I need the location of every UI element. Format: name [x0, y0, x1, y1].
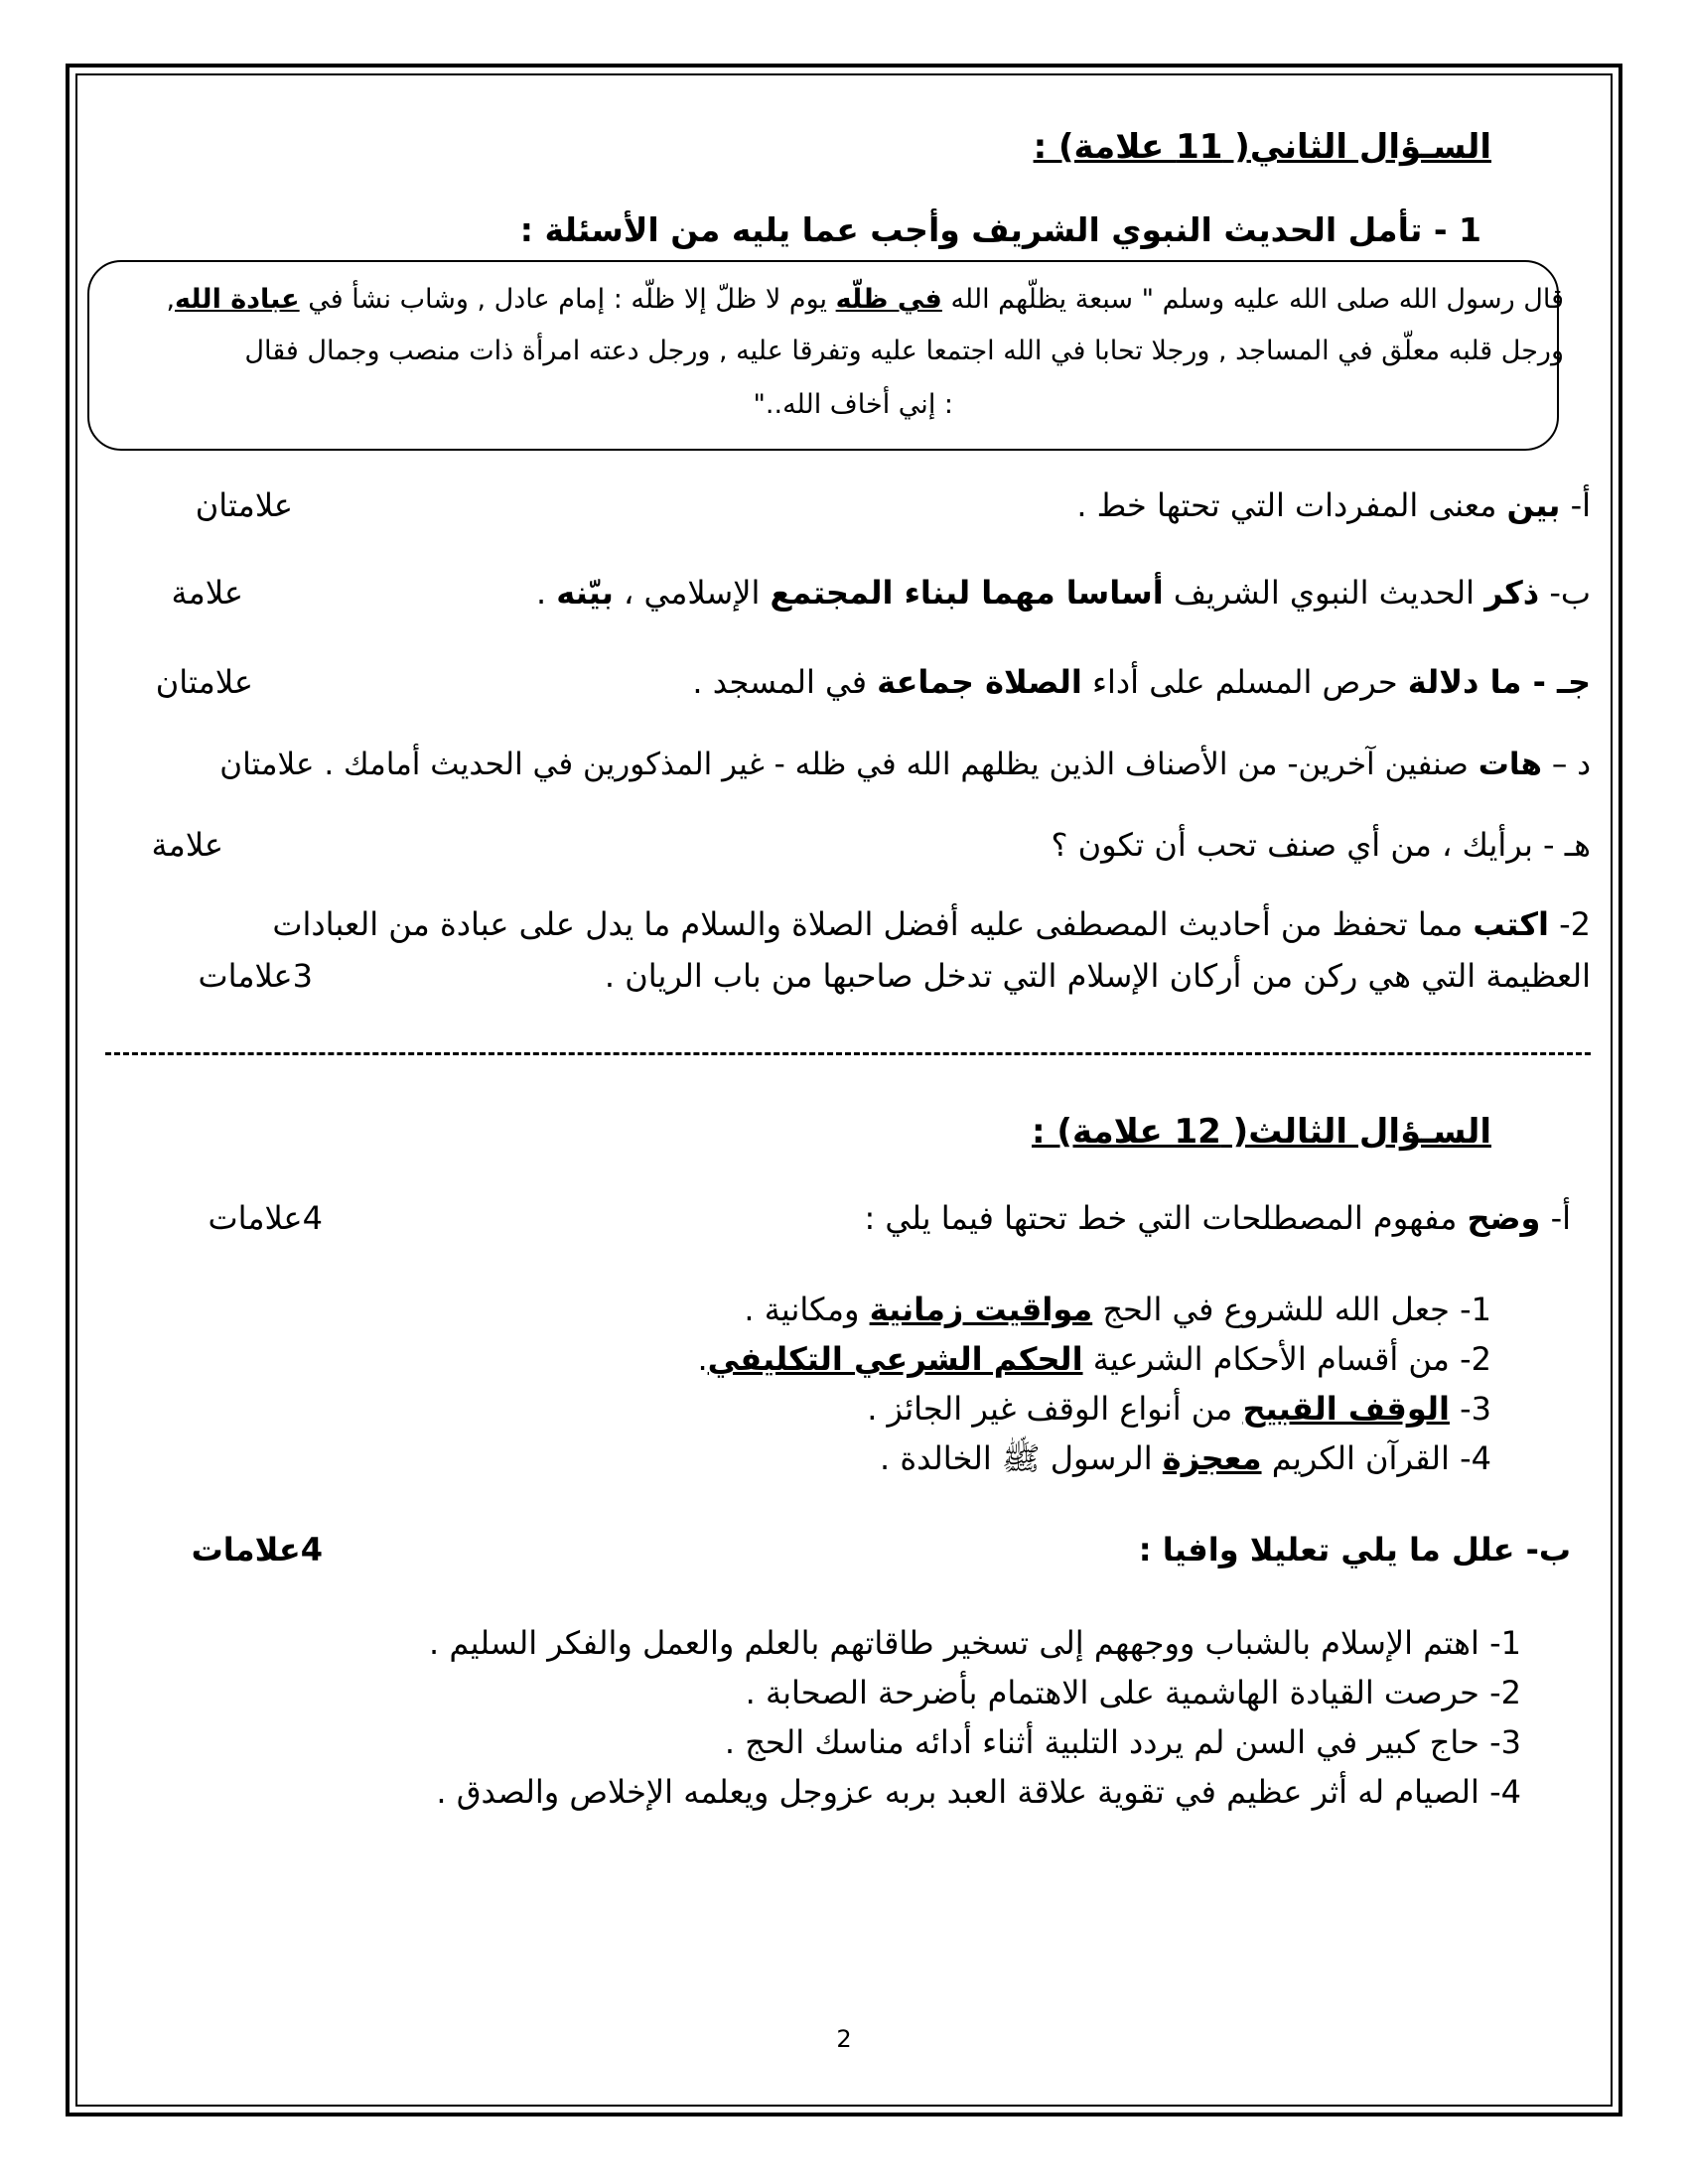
term-item-2: 2- من أقسام الأحكام الشرعية الحكم الشرعي التكليفي.	[697, 1340, 1491, 1378]
q2-heading: السـؤال الثاني( 11 علامة) :	[1033, 127, 1491, 167]
q2-item1: 1 - تأمل الحديث النبوي الشريف وأجب عما يليه من الأسئلة :	[519, 210, 1481, 249]
q3-a-marks: 4علامات	[208, 1199, 323, 1237]
q2-d: د – هات صنفين آخرين- من الأصناف الذين يظلهم الله في ظله - غير المذكورين في الحديث أمامك . علامتان	[219, 747, 1591, 782]
q2-b: ب- ذكر الحديث النبوي الشريف أساسا مهما لبناء المجتمع الإسلامي ، بيّنه .	[535, 574, 1591, 612]
q3-b-marks: 4علامات	[191, 1531, 323, 1569]
q2-e: هـ - برأيك ، من أي صنف تحب أن تكون ؟	[1051, 826, 1591, 864]
reason-item-4: 4- الصيام له أثر عظيم في تقوية علاقة العبد بربه عزوجل ويعلمه الإخلاص والصدق .	[436, 1773, 1521, 1811]
q2-c: جـ - ما دلالة حرص المسلم على أداء الصلاة جماعة في المسجد .	[692, 663, 1591, 701]
q3-b: ب- علل ما يلي تعليلا وافيا :	[1138, 1531, 1571, 1569]
q2-c-marks: علامتان	[155, 663, 253, 701]
reason-item-2: 2- حرصت القيادة الهاشمية على الاهتمام بأضرحة الصحابة .	[745, 1674, 1521, 1711]
q2-e-marks: علامة	[151, 826, 223, 864]
term-ibadat-allah: عبادة الله	[175, 284, 300, 315]
q2-b-marks: علامة	[171, 574, 243, 612]
term-item-1: 1- جعل الله للشروع في الحج مواقيت زمانية ومكانية .	[744, 1291, 1491, 1328]
hadith-line3: : إني أخاف الله.."	[753, 389, 953, 420]
page-number: 2	[836, 2025, 852, 2053]
q2-item2-marks: 3علامات	[198, 957, 313, 995]
section-divider	[105, 1052, 1591, 1055]
reason-item-3: 3- حاج كبير في السن لم يردد التلبية أثناء أدائه مناسك الحج .	[724, 1723, 1521, 1761]
hadith-line2: ورجل قلبه معلّق في المساجد , ورجلا تحابا في الله اجتمعا عليه وتفرقا عليه , ورجل دعته امرأة ذات منصب وجمال فقال	[244, 336, 1564, 366]
hadith-line1: قال رسول الله صلى الله عليه وسلم " سبعة يظلّهم الله في ظلّه يوم لا ظلّ إلا ظلّه : إمام عادل , وشاب نشأ في عبادة الله,	[166, 284, 1564, 315]
q3-a: أ- وضح مفهوم المصطلحات التي خط تحتها فيما يلي :	[864, 1199, 1571, 1237]
q2-item2-line2: العظيمة التي هي ركن من أركان الإسلام التي تدخل صاحبها من باب الريان .	[604, 957, 1591, 995]
term-fi-zillih: في ظلّه	[835, 284, 942, 315]
q2-a-marks: علامتان	[195, 486, 293, 524]
q2-a: أ- بين معنى المفردات التي تحتها خط .	[1076, 486, 1591, 524]
term-item-3: 3- الوقف القبيح من أنواع الوقف غير الجائز .	[867, 1390, 1491, 1428]
q2-item2: 2- اكتب مما تحفظ من أحاديث المصطفى عليه أفضل الصلاة والسلام ما يدل على عبادة من العبادات	[272, 905, 1591, 943]
term-item-4: 4- القرآن الكريم معجزة الرسول ﷺ الخالدة .	[880, 1439, 1491, 1477]
reason-item-1: 1- اهتم الإسلام بالشباب ووجههم إلى تسخير طاقاتهم بالعلم والعمل والفكر السليم .	[429, 1624, 1521, 1662]
q3-heading: السـؤال الثالث( 12 علامة) :	[1031, 1112, 1491, 1152]
